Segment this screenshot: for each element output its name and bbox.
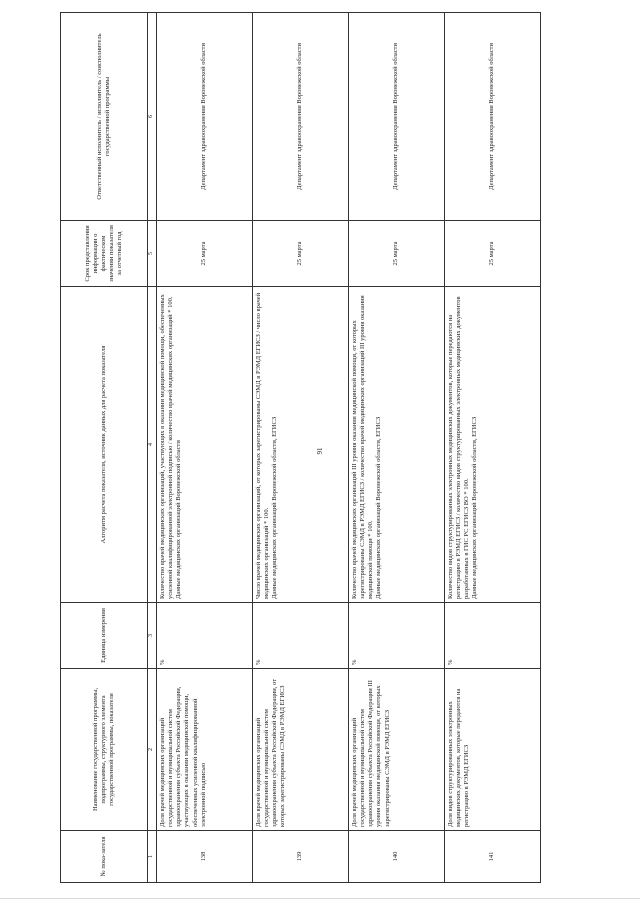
unit-cell: % xyxy=(445,603,541,669)
responsible-cell: Департамент здравоохранения Воронежской области xyxy=(349,13,445,221)
column-number: 4 xyxy=(148,287,157,603)
table-row xyxy=(349,13,445,883)
header-row xyxy=(61,13,148,883)
responsible-cell: Департамент здравоохранения Воронежской области xyxy=(445,13,541,221)
indicator-name: Доля врачей медицинских организаций государственной и муниципальной систем здравоохранения субъекта Российской Федерации, от которых зарегистрированы СЭМД в РЭМД ЕГИСЗ xyxy=(253,669,349,831)
formula-text: Число врачей медицинских организаций, от которых зарегистрированы СЭМД в РЭМД ЕГИСЗ / число врачей медицинских организаций * 100. xyxy=(255,292,271,599)
header-name: Наименование государственной программы, подпрограммы, структурного элемента государственной программы, показателя xyxy=(61,669,148,831)
row-number: 138 xyxy=(157,831,253,883)
formula-text: Количество врачей медицинских организаций III уровня оказания медицинской помощи, от которых зарегистрированы СЭМД в РЭМД ЕГИСЗ / количество врачей медицинских организаций III уровня оказания медицинской помощи * 100. xyxy=(351,295,375,599)
deadline-cell: 25 марта xyxy=(157,221,253,287)
column-number: 2 xyxy=(148,669,157,831)
algorithm-cell xyxy=(157,287,253,603)
responsible-cell: Департамент здравоохранения Воронежской области xyxy=(253,13,349,221)
responsible-cell: Департамент здравоохранения Воронежской области xyxy=(157,13,253,221)
scan-edge-line xyxy=(0,898,640,899)
row-number: 140 xyxy=(349,831,445,883)
unit-cell: % xyxy=(253,603,349,669)
table-row xyxy=(253,13,349,883)
page-number: 91 xyxy=(316,447,324,455)
column-number: 5 xyxy=(148,221,157,287)
indicator-name: Доля видов структурированных электронных медицинских документов, которые передаются на регистрацию в РЭМД ЕГИСЗ xyxy=(445,669,541,831)
data-source-text: Данные медицинских организаций Воронежской области, ЕГИСЗ xyxy=(271,416,279,599)
algorithm-cell xyxy=(445,287,541,603)
header-unit: Единица измерения xyxy=(61,603,148,669)
data-source-text: Данные медицинских организаций Воронежской области, ЕГИСЗ xyxy=(375,416,383,599)
column-number: 1 xyxy=(148,831,157,883)
indicator-name: Доля врачей медицинских организаций государственной и муниципальной систем здравоохранения субъекта Российской Федерации, участвующих в оказании медицинской помощи, обеспеченных усиленной квалифицированной электронной подписью xyxy=(157,669,253,831)
unit-cell: % xyxy=(157,603,253,669)
row-number: 139 xyxy=(253,831,349,883)
header-algorithm: Алгоритм расчета показателя, источник данных для расчета показателя xyxy=(61,287,148,603)
deadline-cell: 25 марта xyxy=(253,221,349,287)
header-indicator-number: № пока-зателя xyxy=(61,831,148,883)
algorithm-cell xyxy=(253,287,349,603)
deadline-cell: 25 марта xyxy=(445,221,541,287)
header-deadline: Срок представления информации о фактическом значении показателя за отчетный год xyxy=(61,221,148,287)
indicator-table-container xyxy=(60,13,540,883)
indicator-name: Доля врачей медицинских организаций государственной и муниципальной систем здравоохранения субъекта Российской Федерации III уровня оказания медицинской помощи, от которых зарегистрированы СЭМД в РЭМД ЕГИСЗ xyxy=(349,669,445,831)
formula-text: Количество врачей медицинских организаций, участвующих в оказании медицинской помощи, обеспеченных усиленной квалифицированной электронной подписью / количество врачей медицинских организаций * 100. xyxy=(159,294,175,599)
data-source-text: Данные медицинских организаций Воронежской области, ЕГИСЗ xyxy=(471,416,479,599)
column-number-row xyxy=(148,13,157,883)
unit-cell: % xyxy=(349,603,445,669)
table-row xyxy=(445,13,541,883)
header-responsible: Ответственный исполнитель / исполнитель / соисполнитель государственной программы xyxy=(61,13,148,221)
indicator-table xyxy=(60,12,541,883)
formula-text: Количество видов структурированных электронных медицинских документов, которые передаются на регистрацию в РЭМД ЕГИСЗ / количество видов структурированных электронных медицинских документов разработанных в ГИС РС ЕГИСЗ ВО * 100. xyxy=(447,296,471,599)
row-number: 141 xyxy=(445,831,541,883)
algorithm-cell xyxy=(349,287,445,603)
data-source-text: Данные медицинских организаций Воронежской области xyxy=(175,440,183,599)
column-number: 3 xyxy=(148,603,157,669)
deadline-cell: 25 марта xyxy=(349,221,445,287)
column-number: 6 xyxy=(148,13,157,221)
table-row xyxy=(157,13,253,883)
